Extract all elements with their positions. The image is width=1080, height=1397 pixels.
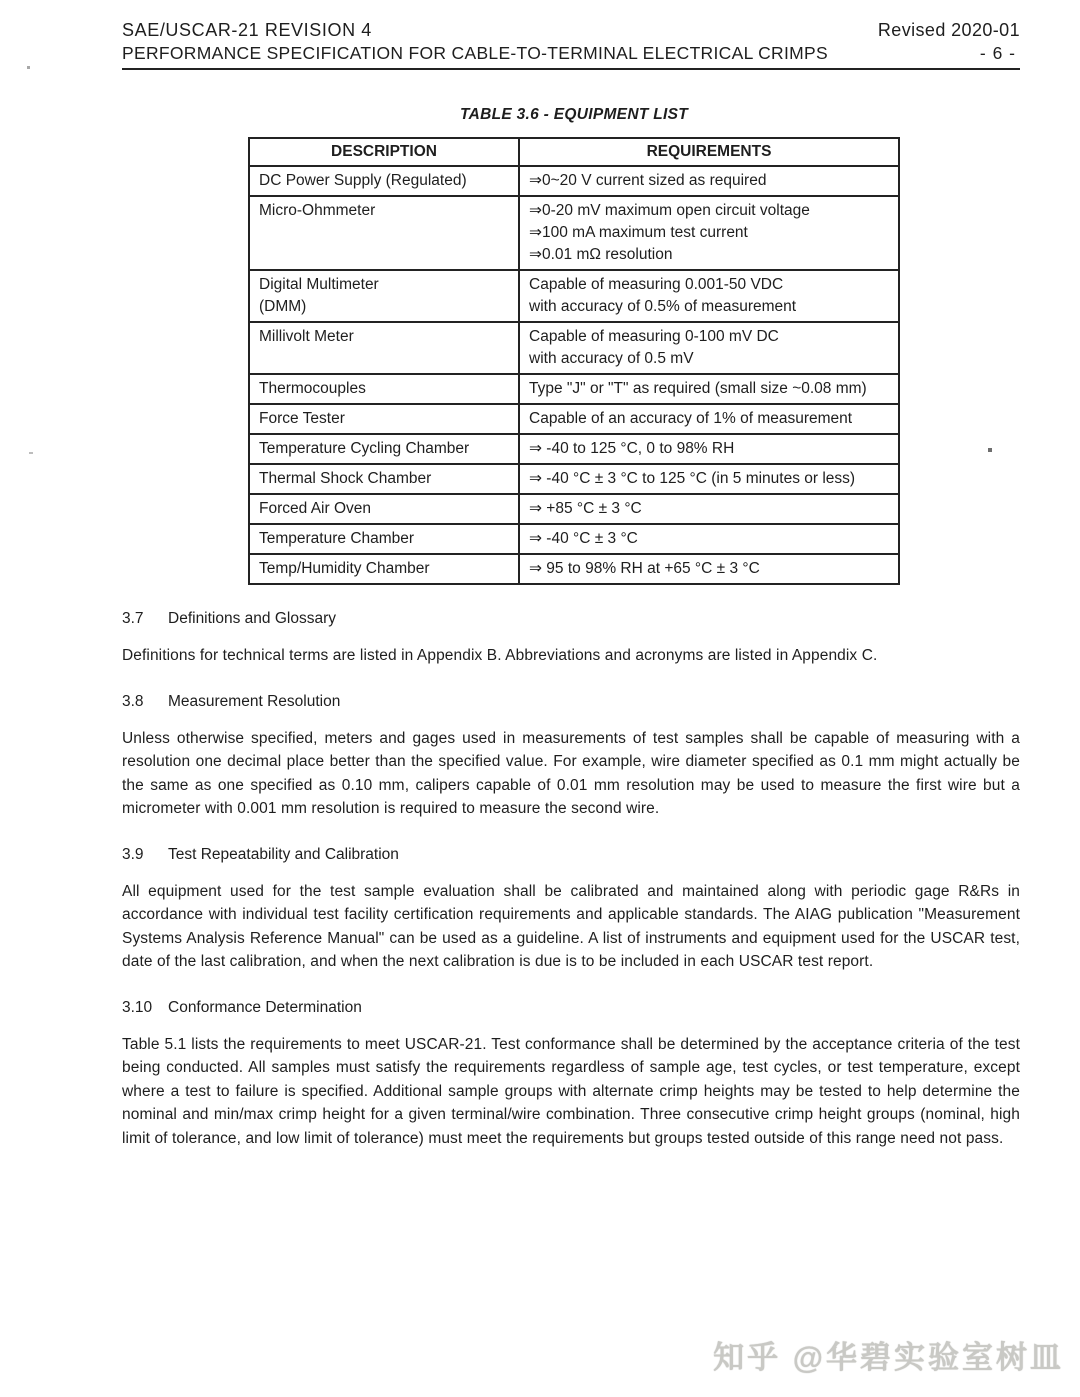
- section-3-10: [122, 999, 1020, 1151]
- cell-line: Capable of an accuracy of 1% of measurement: [529, 410, 853, 427]
- scan-artifact: [27, 66, 30, 69]
- page-number: - 6 -: [979, 43, 1016, 63]
- cell-line: Micro-Ohmmeter: [259, 202, 376, 219]
- table-row: [249, 374, 899, 404]
- cell-line: Millivolt Meter: [259, 328, 354, 345]
- description-cell: [249, 374, 519, 404]
- description-cell: [249, 554, 519, 584]
- section-paragraph: Unless otherwise specified, meters and gages used in measurements of test samples shall be capable of measuring with a resolution one decimal place better than the specified value. For example, wire diameter specified as 0.1 mm might actually be the same as one specified as 0.10 mm, calipers capable of 0.01 mm resolution may be used to measure the first wire but a micrometer with 0.001 mm resolution is required to measure the second wire.: [122, 729, 1020, 817]
- cell-line: ⇒0~20 V current sized as required: [529, 172, 767, 189]
- section-3-8: [122, 693, 1020, 821]
- description-cell: [249, 464, 519, 494]
- page-header: [122, 20, 1020, 70]
- section-title: Definitions and Glossary: [168, 610, 336, 627]
- section-number: 3.10: [122, 998, 153, 1016]
- cell-line: (DMM): [259, 298, 307, 315]
- table-row: [249, 270, 899, 322]
- table-row: [249, 196, 899, 270]
- cell-line: ⇒ -40 °C ± 3 °C to 125 °C (in 5 minutes or less): [529, 470, 856, 487]
- section-heading: [122, 693, 1020, 711]
- revision-date: Revised 2020-01: [877, 20, 1020, 40]
- section-paragraph: Definitions for technical terms are listed in Appendix B. Abbreviations and acronyms are listed in Appendix C.: [122, 647, 878, 664]
- cell-line: ⇒ -40 to 125 °C, 0 to 98% RH: [529, 440, 735, 457]
- description-cell: [249, 196, 519, 270]
- equipment-table: [248, 137, 900, 585]
- requirements-cell: [519, 464, 899, 494]
- table-row: [249, 494, 899, 524]
- requirements-cell: [519, 404, 899, 434]
- section-title: Measurement Resolution: [168, 692, 341, 710]
- section-title: Test Repeatability and Calibration: [168, 845, 399, 863]
- cell-line: with accuracy of 0.5 mV: [529, 350, 694, 367]
- section-number: 3.7: [122, 610, 144, 627]
- description-cell: [249, 494, 519, 524]
- cell-line: ⇒ +85 °C ± 3 °C: [529, 500, 642, 517]
- table-header-row: [249, 138, 899, 166]
- requirements-cell: [519, 434, 899, 464]
- requirements-cell: [519, 196, 899, 270]
- cell-line: DC Power Supply (Regulated): [259, 172, 467, 189]
- table-row: [249, 322, 899, 374]
- section-3-7: [122, 610, 1020, 668]
- cell-line: Capable of measuring 0-100 mV DC: [529, 328, 779, 345]
- cell-line: ⇒0-20 mV maximum open circuit voltage: [529, 202, 810, 219]
- table-row: [249, 166, 899, 196]
- col-header-description: DESCRIPTION: [249, 138, 519, 166]
- cell-line: Temp/Humidity Chamber: [259, 560, 430, 577]
- table-row: [249, 554, 899, 584]
- section-title: Conformance Determination: [168, 998, 362, 1016]
- description-cell: [249, 524, 519, 554]
- col-header-requirements: REQUIREMENTS: [519, 138, 899, 166]
- section-heading: [122, 610, 1020, 628]
- requirements-cell: [519, 524, 899, 554]
- zhihu-watermark: 知乎 @华碧实验室树皿: [713, 1340, 1064, 1375]
- requirements-cell: [519, 270, 899, 322]
- table-row: [249, 524, 899, 554]
- description-cell: [249, 404, 519, 434]
- section-number: 3.9: [122, 845, 144, 863]
- cell-line: Temperature Chamber: [259, 530, 415, 547]
- cell-line: ⇒0.01 mΩ resolution: [529, 246, 673, 263]
- requirements-cell: [519, 494, 899, 524]
- table-row: [249, 404, 899, 434]
- cell-line: Capable of measuring 0.001-50 VDC: [529, 276, 784, 293]
- section-3-9: [122, 846, 1020, 974]
- section-heading: [122, 846, 1020, 864]
- description-cell: [249, 322, 519, 374]
- doc-title: SAE/USCAR-21 REVISION 4: [122, 20, 372, 40]
- description-cell: [249, 166, 519, 196]
- cell-line: Force Tester: [259, 410, 345, 427]
- cell-line: ⇒ -40 °C ± 3 °C: [529, 530, 638, 547]
- section-number: 3.8: [122, 692, 144, 710]
- cell-line: ⇒100 mA maximum test current: [529, 224, 748, 241]
- table-row: [249, 464, 899, 494]
- cell-line: with accuracy of 0.5% of measurement: [529, 298, 797, 315]
- cell-line: Forced Air Oven: [259, 500, 371, 517]
- scan-artifact: [29, 452, 33, 454]
- section-heading: [122, 999, 1020, 1017]
- cell-line: Temperature Cycling Chamber: [259, 440, 470, 457]
- description-cell: [249, 434, 519, 464]
- section-paragraph: All equipment used for the test sample evaluation shall be calibrated and maintained along with periodic gage R&Rs in accordance with individual test facility certification requirements and applicable standards. The AIAG publication "Measurement Systems Analysis Reference Manual" can be used as a guideline. A list of instruments and equipment used for the USCAR test, date of the last calibration, and when the next calibration is due is to be included in each USCAR test report.: [122, 882, 1020, 970]
- table-row: [249, 434, 899, 464]
- cell-line: Type "J" or "T" as required (small size ~0.08 mm): [529, 380, 867, 397]
- section-paragraph: Table 5.1 lists the requirements to meet USCAR-21. Test conformance shall be determined by the acceptance criteria of the test being conducted. All samples must satisfy the requirements regardless of sample age, test cycles, or test temperature, except where a test to failure is specified. Additional sample groups with alternate crimp heights may be tested to help determine the nominal and min/max crimp height for a given terminal/wire combination. Three consecutive crimp height groups (nominal, high limit of tolerance, and low limit of tolerance) must meet the requirements but groups tested outside of this range need not pass.: [122, 1035, 1020, 1147]
- requirements-cell: [519, 322, 899, 374]
- description-cell: [249, 270, 519, 322]
- table-title: TABLE 3.6 - EQUIPMENT LIST: [460, 106, 688, 123]
- requirements-cell: [519, 554, 899, 584]
- cell-line: ⇒ 95 to 98% RH at +65 °C ± 3 °C: [529, 560, 760, 577]
- requirements-cell: [519, 374, 899, 404]
- requirements-cell: [519, 166, 899, 196]
- cell-line: Thermocouples: [259, 380, 366, 397]
- cell-line: Thermal Shock Chamber: [259, 470, 432, 487]
- cell-line: Digital Multimeter: [259, 276, 379, 293]
- doc-subtitle: PERFORMANCE SPECIFICATION FOR CABLE-TO-TERMINAL ELECTRICAL CRIMPS: [122, 43, 828, 63]
- scan-artifact: [988, 448, 992, 452]
